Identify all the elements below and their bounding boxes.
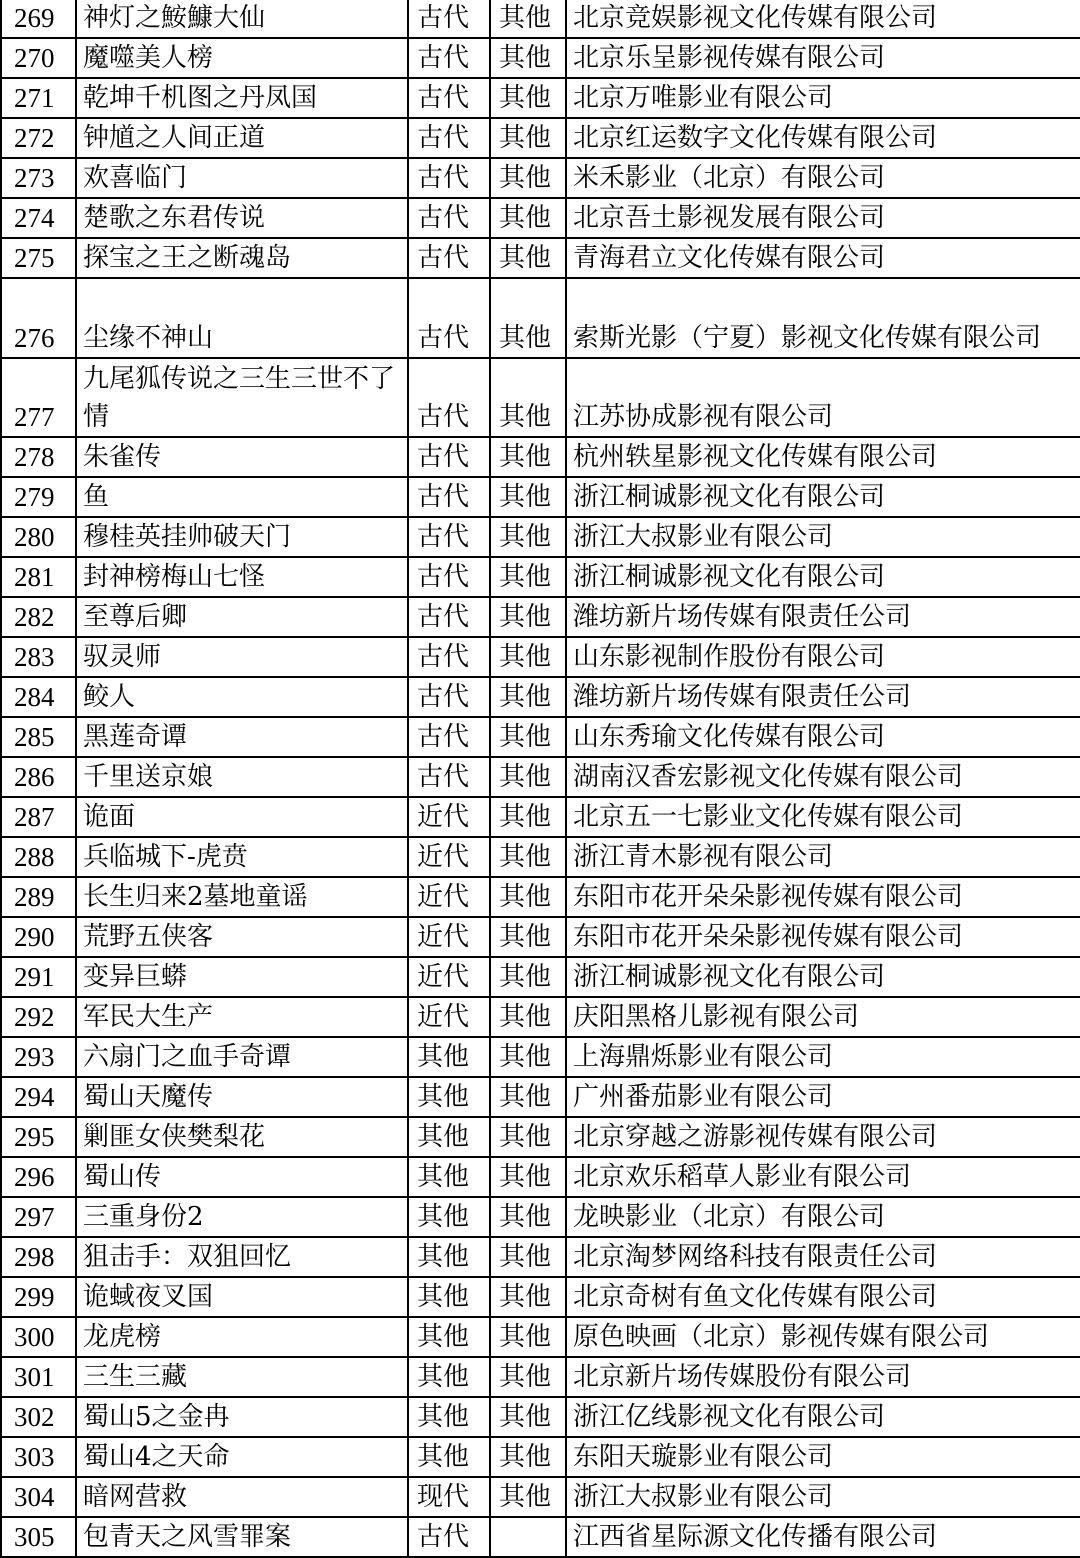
- category-cell: 其他: [490, 837, 566, 877]
- company-cell: 山东秀瑜文化传媒有限公司: [566, 717, 1080, 757]
- table-row: [1, 358, 1080, 438]
- film-title: 狙击手：双狙回忆: [76, 1237, 408, 1277]
- category-cell: 其他: [490, 957, 566, 997]
- category-cell: 其他: [490, 1317, 566, 1357]
- category-cell: 其他: [490, 1397, 566, 1437]
- row-number: 290: [1, 917, 76, 957]
- row-number: 285: [1, 717, 76, 757]
- company-cell: 湖南汉香宏影视文化传媒有限公司: [566, 757, 1080, 797]
- era-cell: 近代: [408, 917, 490, 957]
- row-number: 286: [1, 757, 76, 797]
- film-title: 神灯之鮟鱇大仙: [76, 0, 408, 38]
- table-row: [1, 198, 1080, 238]
- row-number: 271: [1, 78, 76, 118]
- table-row: [1, 1517, 1080, 1557]
- table-row: [1, 118, 1080, 158]
- table-row: [1, 917, 1080, 957]
- table-row: [1, 837, 1080, 877]
- film-title: 乾坤千机图之丹凤国: [76, 78, 408, 118]
- category-cell: 其他: [490, 1037, 566, 1077]
- company-cell: 青海君立文化传媒有限公司: [566, 238, 1080, 278]
- company-cell: 索斯光影（宁夏）影视文化传媒有限公司: [566, 278, 1080, 358]
- table-row: [1, 78, 1080, 118]
- film-title: 长生归来2墓地童谣: [76, 877, 408, 917]
- company-cell: 上海鼎烁影业有限公司: [566, 1037, 1080, 1077]
- row-number: 297: [1, 1197, 76, 1237]
- table-row: [1, 597, 1080, 637]
- film-title: 欢喜临门: [76, 158, 408, 198]
- table-row: [1, 0, 1080, 38]
- film-title: 三重身份2: [76, 1197, 408, 1237]
- category-cell: 其他: [490, 517, 566, 557]
- table-row: [1, 997, 1080, 1037]
- film-title: 蜀山天魔传: [76, 1077, 408, 1117]
- era-cell: 现代: [408, 1477, 490, 1517]
- table-row: [1, 1237, 1080, 1277]
- film-title: 楚歌之东君传说: [76, 198, 408, 238]
- row-number: 281: [1, 557, 76, 597]
- table-row: [1, 637, 1080, 677]
- row-number: 273: [1, 158, 76, 198]
- film-title: 暗网营救: [76, 1477, 408, 1517]
- category-cell: 其他: [490, 757, 566, 797]
- era-cell: 古代: [408, 358, 490, 438]
- company-cell: 浙江桐诚影视文化有限公司: [566, 957, 1080, 997]
- film-title: 钟馗之人间正道: [76, 118, 408, 158]
- company-cell: 北京万唯影业有限公司: [566, 78, 1080, 118]
- category-cell: 其他: [490, 1077, 566, 1117]
- era-cell: 近代: [408, 997, 490, 1037]
- film-title: 蜀山传: [76, 1157, 408, 1197]
- category-cell: 其他: [490, 437, 566, 477]
- film-title: 封神榜梅山七怪: [76, 557, 408, 597]
- company-cell: 潍坊新片场传媒有限责任公司: [566, 597, 1080, 637]
- table-row: [1, 757, 1080, 797]
- era-cell: 古代: [408, 78, 490, 118]
- row-number: 294: [1, 1077, 76, 1117]
- film-title: 三生三藏: [76, 1357, 408, 1397]
- row-number: 296: [1, 1157, 76, 1197]
- company-cell: 浙江大叔影业有限公司: [566, 517, 1080, 557]
- category-cell: 其他: [490, 1357, 566, 1397]
- category-cell: 其他: [490, 0, 566, 38]
- table-row: [1, 158, 1080, 198]
- row-number: 302: [1, 1397, 76, 1437]
- company-cell: 浙江大叔影业有限公司: [566, 1477, 1080, 1517]
- row-number: 300: [1, 1317, 76, 1357]
- row-number: 299: [1, 1277, 76, 1317]
- era-cell: 古代: [408, 198, 490, 238]
- table-row: [1, 1397, 1080, 1437]
- category-cell: 其他: [490, 1277, 566, 1317]
- table-row: [1, 1157, 1080, 1197]
- era-cell: 其他: [408, 1157, 490, 1197]
- row-number: 277: [1, 358, 76, 438]
- row-number: 295: [1, 1117, 76, 1157]
- row-number: 284: [1, 677, 76, 717]
- company-cell: 山东影视制作股份有限公司: [566, 637, 1080, 677]
- row-number: 293: [1, 1037, 76, 1077]
- table-row: [1, 1117, 1080, 1157]
- row-number: 283: [1, 637, 76, 677]
- company-cell: 北京乐呈影视传媒有限公司: [566, 38, 1080, 78]
- company-cell: 广州番茄影业有限公司: [566, 1077, 1080, 1117]
- row-number: 289: [1, 877, 76, 917]
- table-body: [1, 0, 1080, 1557]
- film-title: 尘缘不神山: [76, 278, 408, 358]
- film-title: 军民大生产: [76, 997, 408, 1037]
- table-row: [1, 517, 1080, 557]
- company-cell: 东阳市花开朵朵影视传媒有限公司: [566, 917, 1080, 957]
- era-cell: 其他: [408, 1437, 490, 1477]
- category-cell: 其他: [490, 1437, 566, 1477]
- film-title: 诡面: [76, 797, 408, 837]
- company-cell: 原色映画（北京）影视传媒有限公司: [566, 1317, 1080, 1357]
- category-cell: 其他: [490, 198, 566, 238]
- era-cell: 近代: [408, 797, 490, 837]
- row-number: 275: [1, 238, 76, 278]
- table-row: [1, 557, 1080, 597]
- era-cell: 古代: [408, 597, 490, 637]
- era-cell: 古代: [408, 677, 490, 717]
- film-title: 包青天之风雪罪案: [76, 1517, 408, 1557]
- table-row: [1, 238, 1080, 278]
- era-cell: 其他: [408, 1317, 490, 1357]
- era-cell: 古代: [408, 278, 490, 358]
- film-title: 魔噬美人榜: [76, 38, 408, 78]
- era-cell: 其他: [408, 1197, 490, 1237]
- row-number: 278: [1, 437, 76, 477]
- table-row: [1, 957, 1080, 997]
- era-cell: 古代: [408, 0, 490, 38]
- film-title: 千里送京娘: [76, 757, 408, 797]
- company-cell: 北京奇树有鱼文化传媒有限公司: [566, 1277, 1080, 1317]
- era-cell: 近代: [408, 837, 490, 877]
- table-row: [1, 1477, 1080, 1517]
- film-title: 九尾狐传说之三生三世不了情: [76, 358, 408, 438]
- company-cell: 江苏协成影视有限公司: [566, 358, 1080, 438]
- company-cell: 江西省星际源文化传播有限公司: [566, 1517, 1080, 1557]
- film-title: 探宝之王之断魂岛: [76, 238, 408, 278]
- company-cell: 浙江亿线影视文化有限公司: [566, 1397, 1080, 1437]
- table-row: [1, 437, 1080, 477]
- category-cell: 其他: [490, 278, 566, 358]
- category-cell: 其他: [490, 477, 566, 517]
- era-cell: 其他: [408, 1397, 490, 1437]
- row-number: 287: [1, 797, 76, 837]
- company-cell: 北京吾土影视发展有限公司: [566, 198, 1080, 238]
- category-cell: 其他: [490, 1477, 566, 1517]
- film-title: 鱼: [76, 477, 408, 517]
- table-row: [1, 38, 1080, 78]
- era-cell: 其他: [408, 1277, 490, 1317]
- era-cell: 古代: [408, 238, 490, 278]
- film-title: 变异巨蟒: [76, 957, 408, 997]
- film-title: 黑莲奇谭: [76, 717, 408, 757]
- era-cell: 其他: [408, 1117, 490, 1157]
- table-row: [1, 1317, 1080, 1357]
- category-cell: 其他: [490, 1197, 566, 1237]
- category-cell: 其他: [490, 358, 566, 438]
- company-cell: 浙江桐诚影视文化有限公司: [566, 477, 1080, 517]
- category-cell: 其他: [490, 877, 566, 917]
- row-number: 304: [1, 1477, 76, 1517]
- category-cell: 其他: [490, 637, 566, 677]
- film-title: 荒野五侠客: [76, 917, 408, 957]
- row-number: 272: [1, 118, 76, 158]
- category-cell: 其他: [490, 557, 566, 597]
- company-cell: 北京新片场传媒股份有限公司: [566, 1357, 1080, 1397]
- era-cell: 古代: [408, 517, 490, 557]
- era-cell: 其他: [408, 1237, 490, 1277]
- table-row: [1, 1357, 1080, 1397]
- era-cell: 近代: [408, 957, 490, 997]
- company-cell: 杭州轶星影视文化传媒有限公司: [566, 437, 1080, 477]
- company-cell: 北京淘梦网络科技有限责任公司: [566, 1237, 1080, 1277]
- table-row: [1, 1437, 1080, 1477]
- company-cell: 北京穿越之游影视传媒有限公司: [566, 1117, 1080, 1157]
- row-number: 270: [1, 38, 76, 78]
- category-cell: 其他: [490, 597, 566, 637]
- film-title: 诡蜮夜叉国: [76, 1277, 408, 1317]
- company-cell: 庆阳黑格儿影视有限公司: [566, 997, 1080, 1037]
- film-title: 六扇门之血手奇谭: [76, 1037, 408, 1077]
- film-title: 驭灵师: [76, 637, 408, 677]
- film-title: 穆桂英挂帅破天门: [76, 517, 408, 557]
- row-number: 274: [1, 198, 76, 238]
- category-cell: 其他: [490, 78, 566, 118]
- company-cell: 北京竞娱影视文化传媒有限公司: [566, 0, 1080, 38]
- era-cell: 古代: [408, 38, 490, 78]
- row-number: 280: [1, 517, 76, 557]
- category-cell: 其他: [490, 917, 566, 957]
- film-title: 鲛人: [76, 677, 408, 717]
- company-cell: 浙江桐诚影视文化有限公司: [566, 557, 1080, 597]
- era-cell: 其他: [408, 1077, 490, 1117]
- film-title: 剿匪女侠樊梨花: [76, 1117, 408, 1157]
- table-row: [1, 717, 1080, 757]
- category-cell: 其他: [490, 238, 566, 278]
- table-row: [1, 278, 1080, 358]
- era-cell: 其他: [408, 1357, 490, 1397]
- category-cell: 其他: [490, 38, 566, 78]
- era-cell: 古代: [408, 1517, 490, 1557]
- table-row: [1, 1277, 1080, 1317]
- category-cell: [490, 1517, 566, 1557]
- table-row: [1, 1077, 1080, 1117]
- table-row: [1, 1197, 1080, 1237]
- row-number: 303: [1, 1437, 76, 1477]
- row-number: 292: [1, 997, 76, 1037]
- table-row: [1, 1037, 1080, 1077]
- film-title: 朱雀传: [76, 437, 408, 477]
- category-cell: 其他: [490, 797, 566, 837]
- era-cell: 古代: [408, 118, 490, 158]
- row-number: 269: [1, 0, 76, 38]
- category-cell: 其他: [490, 1157, 566, 1197]
- company-cell: 浙江青木影视有限公司: [566, 837, 1080, 877]
- company-cell: 北京五一七影业文化传媒有限公司: [566, 797, 1080, 837]
- table-row: [1, 877, 1080, 917]
- category-cell: 其他: [490, 1237, 566, 1277]
- film-title: 蜀山5之金冉: [76, 1397, 408, 1437]
- era-cell: 古代: [408, 757, 490, 797]
- row-number: 298: [1, 1237, 76, 1277]
- company-cell: 东阳天璇影业有限公司: [566, 1437, 1080, 1477]
- category-cell: 其他: [490, 717, 566, 757]
- table-row: [1, 677, 1080, 717]
- row-number: 301: [1, 1357, 76, 1397]
- era-cell: 古代: [408, 637, 490, 677]
- row-number: 276: [1, 278, 76, 358]
- film-title: 至尊后卿: [76, 597, 408, 637]
- company-cell: 东阳市花开朵朵影视传媒有限公司: [566, 877, 1080, 917]
- company-cell: 北京红运数字文化传媒有限公司: [566, 118, 1080, 158]
- era-cell: 近代: [408, 877, 490, 917]
- company-cell: 北京欢乐稻草人影业有限公司: [566, 1157, 1080, 1197]
- era-cell: 古代: [408, 477, 490, 517]
- category-cell: 其他: [490, 997, 566, 1037]
- company-cell: 龙映影业（北京）有限公司: [566, 1197, 1080, 1237]
- film-title: 兵临城下-虎贲: [76, 837, 408, 877]
- film-title: 龙虎榜: [76, 1317, 408, 1357]
- table-row: [1, 477, 1080, 517]
- row-number: 279: [1, 477, 76, 517]
- film-title: 蜀山4之天命: [76, 1437, 408, 1477]
- row-number: 288: [1, 837, 76, 877]
- table-row: [1, 797, 1080, 837]
- company-cell: 米禾影业（北京）有限公司: [566, 158, 1080, 198]
- era-cell: 古代: [408, 437, 490, 477]
- category-cell: 其他: [490, 118, 566, 158]
- company-cell: 潍坊新片场传媒有限责任公司: [566, 677, 1080, 717]
- row-number: 305: [1, 1517, 76, 1557]
- category-cell: 其他: [490, 1117, 566, 1157]
- era-cell: 古代: [408, 717, 490, 757]
- category-cell: 其他: [490, 158, 566, 198]
- row-number: 282: [1, 597, 76, 637]
- era-cell: 古代: [408, 557, 490, 597]
- category-cell: 其他: [490, 677, 566, 717]
- era-cell: 古代: [408, 158, 490, 198]
- era-cell: 其他: [408, 1037, 490, 1077]
- row-number: 291: [1, 957, 76, 997]
